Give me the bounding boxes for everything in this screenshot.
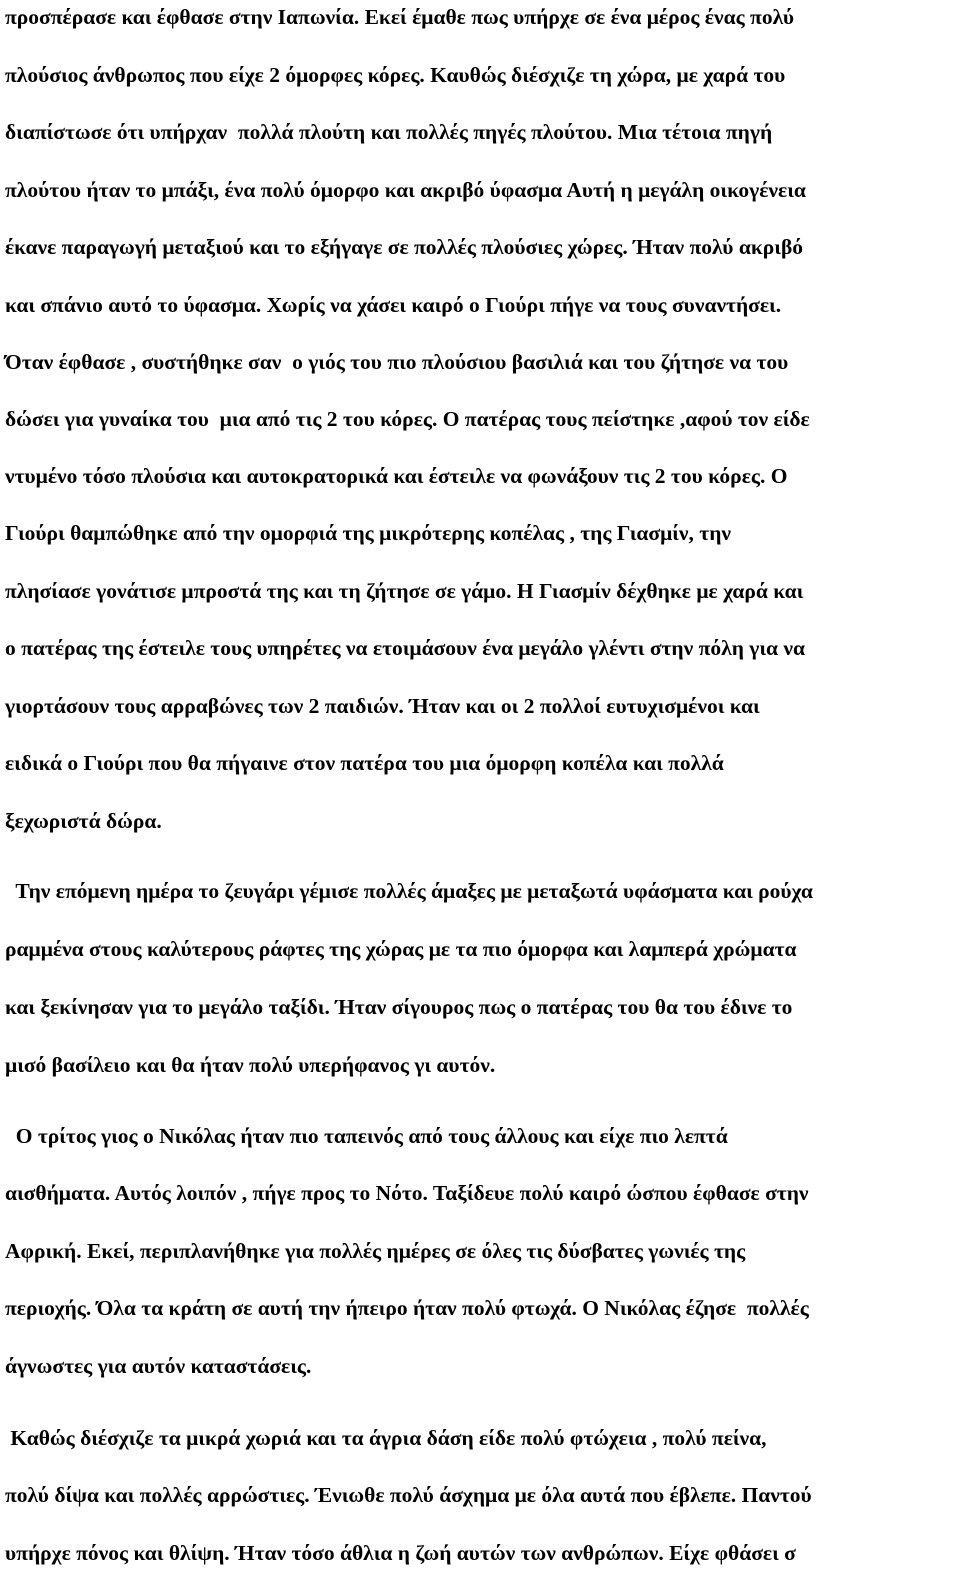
paragraph-2-line: ραμμένα στους καλύτερους ράφτες της χώρας με τα πιο όμορφα και λαμπερά χρώματα <box>5 937 797 961</box>
paragraph-3-line: αισθήματα. Αυτός λοιπόν , πήγε προς το Νότο. Ταξίδευε πολύ καιρό ώσπου έφθασε στην <box>5 1181 809 1205</box>
paragraph-1-line: πλούσιος άνθρωπος που είχε 2 όμορφες κόρες. Καυθώς διέσχιζε τη χώρα, με χαρά του <box>5 63 786 87</box>
paragraph-1-line: δώσει για γυναίκα του μια από τις 2 του κόρες. Ο πατέρας τους πείστηκε ,αφού τον είδε <box>5 407 810 431</box>
paragraph-3-line: άγνωστες για αυτόν καταστάσεις. <box>5 1354 312 1378</box>
paragraph-3-line: περιοχής. Όλα τα κράτη σε αυτή την ήπειρο ήταν πολύ φτωχά. Ο Νικόλας έζησε πολλές <box>5 1296 809 1320</box>
paragraph-1-line: Όταν έφθασε , συστήθηκε σαν ο γιός του πιο πλούσιου βασιλιά και του ζήτησε να του <box>5 350 789 374</box>
paragraph-3-line: Αφρική. Εκεί, περιπλανήθηκε για πολλές ημέρες σε όλες τις δύσβατες γωνιές της <box>5 1239 746 1263</box>
paragraph-1-line: προσπέρασε και έφθασε στην Ιαπωνία. Εκεί έμαθε πως υπήρχε σε ένα μέρος ένας πολύ <box>5 5 794 29</box>
paragraph-2-line: μισό βασίλειο και θα ήταν πολύ υπερήφανος γι αυτόν. <box>5 1053 496 1077</box>
paragraph-1-line: Γιούρι θαμπώθηκε από την ομορφιά της μικρότερης κοπέλας , της Γιασμίν, την <box>5 521 732 545</box>
paragraph-1-line: πλησίασε γονάτισε μπροστά της και τη ζήτησε σε γάμο. Η Γιασμίν δέχθηκε με χαρά και <box>5 579 804 603</box>
paragraph-1-line: ξεχωριστά δώρα. <box>5 809 162 833</box>
paragraph-4-line: Καθώς διέσχιζε τα μικρά χωριά και τα άγρια δάση είδε πολύ φτώχεια , πολύ πείνα, <box>5 1426 767 1450</box>
paragraph-1-line: ειδικά ο Γιούρι που θα πήγαινε στον πατέρα του μια όμορφη κοπέλα και πολλά <box>5 751 724 775</box>
paragraph-2-line: και ξεκίνησαν για το μεγάλο ταξίδι. Ήταν σίγουρος πως ο πατέρας του θα του έδινε το <box>5 995 793 1019</box>
paragraph-1-line: και σπάνιο αυτό το ύφασμα. Χωρίς να χάσει καιρό ο Γιούρι πήγε να τους συναντήσει. <box>5 293 782 317</box>
paragraph-1-line: πλούτου ήταν το μπάξι, ένα πολύ όμορφο και ακριβό ύφασμα Αυτή η μεγάλη οικογένεια <box>5 178 806 202</box>
paragraph-1-line: έκανε παραγωγή μεταξιού και το εξήγαγε σε πολλές πλούσιες χώρες. Ήταν πολύ ακριβό <box>5 235 804 259</box>
paragraph-1-line: γιορτάσουν τους αρραβώνες των 2 παιδιών. Ήταν και οι 2 πολλοί ευτυχισμένοι και <box>5 694 760 718</box>
paragraph-1-line: ο πατέρας της έστειλε τους υπηρέτες να ετοιμάσουν ένα μεγάλο γλέντι στην πόλη για να <box>5 636 806 660</box>
paragraph-3-line: Ο τρίτος γιος ο Νικόλας ήταν πιο ταπεινός από τους άλλους και είχε πιο λεπτά <box>5 1124 728 1148</box>
paragraph-2-line: Την επόμενη ημέρα το ζευγάρι γέμισε πολλές άμαξες με μεταξωτά υφάσματα και ρούχα <box>5 879 813 903</box>
paragraph-4-line: υπήρχε πόνος και θλίψη. Ήταν τόσο άθλια η ζωή αυτών των ανθρώπων. Είχε φθάσει σ <box>5 1541 796 1565</box>
paragraph-4-line: πολύ δίψα και πολλές αρρώστιες. Ένιωθε πολύ άσχημα με όλα αυτά που έβλεπε. Παντού <box>5 1483 812 1507</box>
paragraph-1-line: ντυμένο τόσο πλούσια και αυτοκρατορικά και έστειλε να φωνάξουν τις 2 του κόρες. Ο <box>5 464 788 488</box>
paragraph-1-line: διαπίστωσε ότι υπήρχαν πολλά πλούτη και πολλές πηγές πλούτου. Μια τέτοια πηγή <box>5 120 773 144</box>
